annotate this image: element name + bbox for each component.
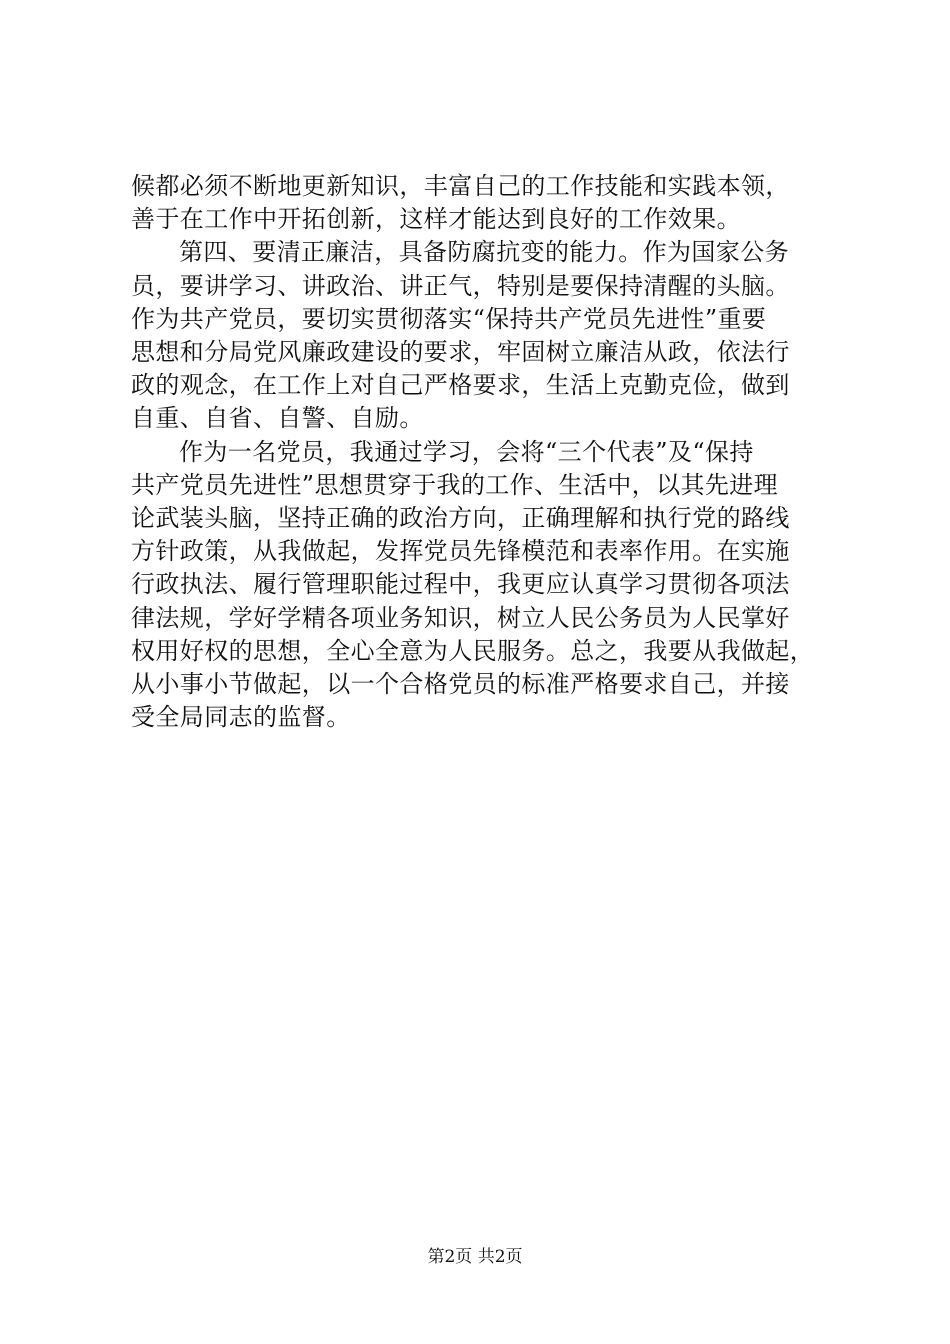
text-line: 共产党员先进性”思想贯穿于我的工作、生活中，以其先进理: [131, 470, 779, 499]
text-line: 思想和分局党风廉政建设的要求，牢固树立廉洁从政，依法行: [131, 338, 790, 367]
text-line: 员，要讲学习、讲政治、讲正气，特别是要保持清醒的头脑。: [131, 271, 790, 300]
text-line: 从小事小节做起，以一个合格党员的标准严格要求自己，并接: [131, 670, 790, 699]
text-line: 论武装头脑，坚持正确的政治方向，正确理解和执行党的路线: [131, 504, 790, 533]
page-footer: 第2页 共2页: [427, 1247, 523, 1267]
text-line: 律法规，学好学精各项业务知识，树立人民公务员为人民掌好: [131, 603, 790, 632]
document-body: [131, 170, 831, 734]
text-line: 自重、自省、自警、自励。: [131, 404, 424, 433]
paragraph-start-line: 作为一名党员，我通过学习，会将“三个代表”及“保持: [179, 437, 754, 466]
text-line: 权用好权的思想，全心全意为人民服务。总之，我要从我做起，: [131, 636, 815, 665]
text-line: 作为共产党员，要切实贯彻落实“保持共产党员先进性”重要: [131, 304, 767, 333]
text-line: 善于在工作中开拓创新，这样才能达到良好的工作效果。: [131, 205, 741, 234]
text-line: 方针政策，从我做起，发挥党员先锋模范和表率作用。在实施: [131, 537, 790, 566]
text-line: 政的观念，在工作上对自己严格要求，生活上克勤克俭，做到: [131, 371, 790, 400]
text-line: 受全局同志的监督。: [131, 703, 351, 732]
paragraph-start-line: 第四、要清正廉洁，具备防腐抗变的能力。作为国家公务: [179, 238, 789, 267]
text-line: 行政执法、履行管理职能过程中，我更应认真学习贯彻各项法: [131, 570, 790, 599]
text-line: 候都必须不断地更新知识，丰富自己的工作技能和实践本领，: [131, 172, 790, 200]
